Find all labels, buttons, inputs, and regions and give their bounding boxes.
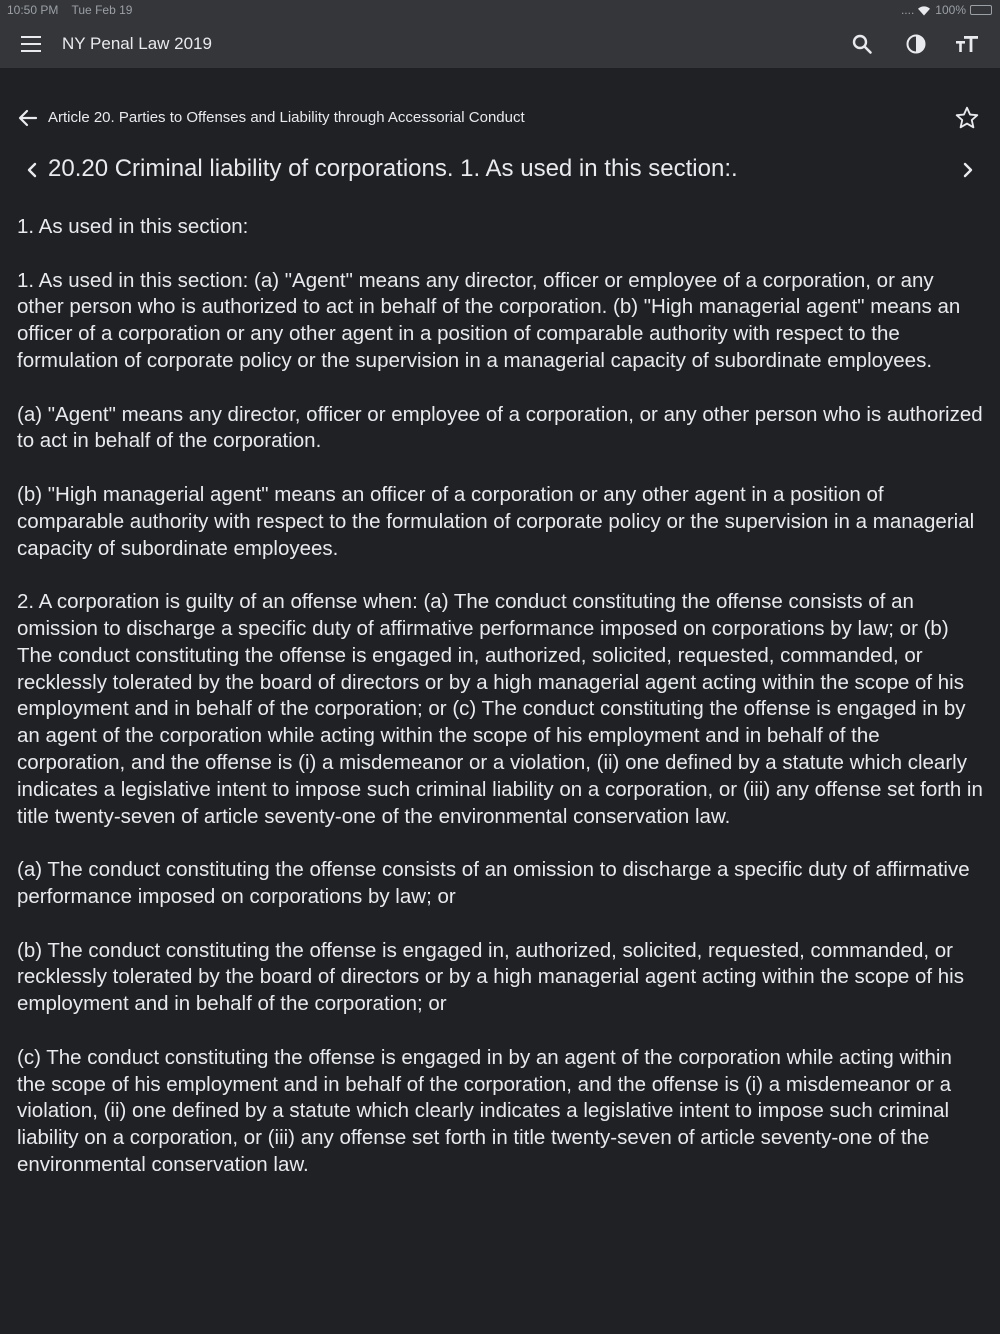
app-title: NY Penal Law 2019 [62, 34, 212, 53]
section-title: 20.20 Criminal liability of corporations. 1. As used in this section:. [48, 155, 738, 182]
section-body [17, 214, 985, 1205]
paragraph: (a) "Agent" means any director, officer or employee of a corporation, or any other person who is authorized to act in behalf of the corporation. [17, 402, 983, 453]
section-header [0, 150, 1000, 190]
paragraph: (a) The conduct constituting the offense consists of an omission to discharge a specific duty of affirmative performance imposed on corporations by law; or [17, 858, 970, 908]
status-time: 10:50 PM [7, 3, 59, 17]
article-title[interactable]: Article 20. Parties to Offenses and Liability through Accessorial Conduct [48, 109, 525, 126]
paragraph: (c) The conduct constituting the offense is engaged in by an agent of the corporation while acting within the scope of his employment and in behalf of the corporation, and the offense is (i) a misdemeanor or a violation, (ii) one defined by a statute which clearly indicates a legislative intent to impose such criminal liability on a corporation, or (iii) any offense set forth in title twenty-seven of article seventy-one of the environmental conservation law. [17, 1045, 952, 1176]
battery-percent: 100% [935, 3, 966, 17]
chevron-left-icon[interactable] [22, 158, 42, 182]
status-bar [0, 0, 1000, 20]
paragraph: 1. As used in this section: (a) "Agent" means any director, officer or employee of a corporation, or any other person who is authorized to act in behalf of the corporation. (b) "High managerial agent" means an officer of a corporation or any other agent in a position of comparable authority with respect to the formulation of corporate policy or the supervision in a managerial capacity of subordinate employees. [17, 268, 961, 372]
app-bar [0, 20, 1000, 68]
paragraph: (b) The conduct constituting the offense is engaged in, authorized, solicited, requested, commanded, or recklessly tolerated by the board of directors or by a high managerial agent acting within the scope of his employment and in behalf of the corporation; or [17, 938, 964, 1016]
status-left [7, 3, 142, 17]
wifi-icon [917, 5, 931, 16]
contrast-icon[interactable] [904, 32, 928, 56]
signal-indicator: .... [900, 3, 915, 17]
menu-icon[interactable] [21, 36, 41, 52]
article-nav [0, 100, 1000, 136]
status-right [901, 3, 992, 17]
paragraph: 1. As used in this section: [17, 215, 249, 238]
status-date: Tue Feb 19 [71, 3, 133, 17]
paragraph: 2. A corporation is guilty of an offense when: (a) The conduct constituting the offense consists of an omission to discharge a specific duty of affirmative performance imposed on corporations by law; or (b) The conduct constituting the offense is engaged in, authorized, solicited, requested, commanded, or recklessly tolerated by the board of directors or by a high managerial agent acting within the scope of his employment and in behalf of the corporation; or (c) The conduct constituting the offense is engaged in by an agent of the corporation while acting within the scope of his employment and in behalf of the corporation, and the offense is (i) a misdemeanor or a violation, (ii) one defined by a statute which clearly indicates a legislative intent to impose such criminal liability on a corporation, or (iii) any offense set forth in title twenty-seven of article seventy-one of the environmental conservation law. [17, 590, 983, 828]
star-outline-icon[interactable] [954, 105, 980, 131]
back-arrow-icon[interactable] [16, 106, 40, 130]
search-icon[interactable] [850, 32, 874, 56]
chevron-right-icon[interactable] [958, 158, 978, 182]
battery-icon [970, 5, 992, 15]
paragraph: (b) "High managerial agent" means an officer of a corporation or any other agent in a position of comparable authority with respect to the formulation of corporate policy or the supervision in a managerial capacity of subordinate employees. [17, 482, 975, 560]
text-size-icon[interactable] [955, 32, 979, 56]
